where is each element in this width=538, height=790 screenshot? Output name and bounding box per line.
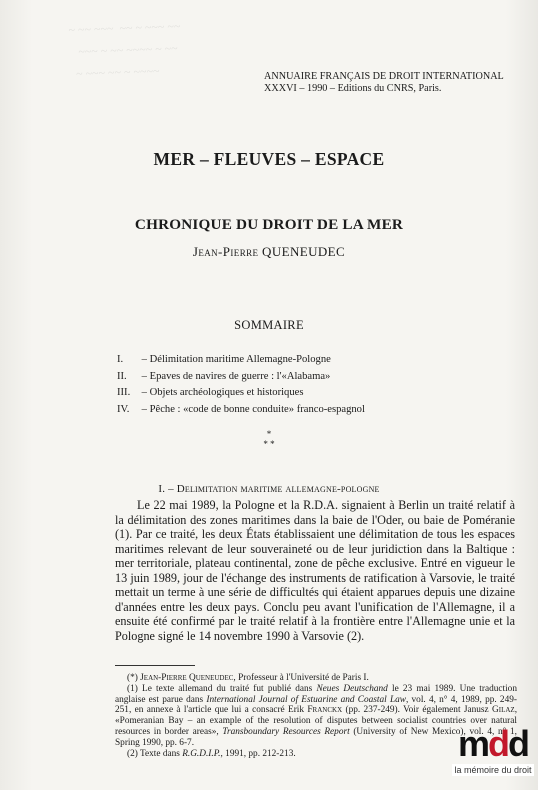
summary-item-number: IV. [117,403,130,415]
body-paragraph: Le 22 mai 1989, la Pologne et la R.D.A. signaient à Berlin un traité relatif à la délimitation des zones maritimes dans la baie de l'Oder, ou baie de Poméranie (1). Par ce traité, les deux États établissaient une délimitation de tous les espaces maritimes relevant de leur souveraineté ou de leur juridiction dans la Baltique : mer territoriale, plateau continental, zone de pêche exclusive. Entré en vigueur le 13 juin 1989, jour de l'échange des instruments de ratification à Varsovie, le traité mettait un terme à une série de difficultés qui étaient apparues depuis une dizaine d'années entre les deux pays. Conclu peu avant l'unification de l'Allemagne, il a ensuite été confirmé par le traité relatif à la frontière entre l'Allemagne unie et la Pologne signé le 14 novembre 1990 à Varsovie (2). [115,498,515,643]
footnote-text: (2) Texte dans [127,748,183,759]
footnote-text: le 23 mai 1989. Une traduction anglaise est parue dans [115,683,517,705]
footnote-marker: (*) [127,673,138,683]
summary-item-number: II. [117,370,127,382]
logo-letter: d [508,723,528,764]
footnote-text: (pp. 237-249). Voir également Janusz [342,705,493,716]
footnote-text: (1) Le texte allemand du traité fut publié dans [127,683,317,694]
journal-header [264,71,514,95]
footnote-author-name: Jean-Pierre Queneudec [140,673,234,683]
journal-volume: XXXVI – 1990 – Editions du CNRS, Paris. [264,83,442,94]
show-through-background: ~ ~~ ~~~ ~~ ~ ~~~ ~~ ~~~ ~ ~~ ~~~~ ~ ~~ ~ ~~~ ~~ ~ ~~~~ [68,19,181,81]
asterism-bottom: * * [263,439,275,449]
footnote-text: , 1991, pp. 212-213. [220,748,296,759]
summary-list [117,352,447,418]
footnote-text: , vol. 4, n° 4, 1989, pp. 249-251, en annexe à l'article que lui a consacré Erik [115,694,517,716]
summary-item [117,402,447,419]
author-name: Jean-Pierre QUENEUDEC [192,244,346,259]
summary-item-number: I. [117,354,124,365]
mdd-logo-tagline: la mémoire du droit [452,764,534,776]
summary-item [117,385,447,402]
summary-item-text: – Objets archéologiques et historiques [141,387,304,398]
asterism-divider [0,429,538,449]
summary-item-text: – Pêche : «code de bonne conduite» franco-espagnol [141,403,365,415]
footnote-text: International Journal of Estuarine and Coastal Law [206,694,406,705]
subsection-heading: I. – Delimitation maritime allemagne-pologne [158,483,380,495]
mdd-logo-mark [452,724,534,764]
footnote-text: Transboundary Resources Report [222,726,350,737]
section-title: MER – FLEUVES – ESPACE [153,149,385,169]
logo-letter: m [457,723,488,764]
logo-letter: d [488,723,508,764]
summary-item [117,369,447,386]
chronicle-title: CHRONIQUE DU DROIT DE LA MER [134,216,404,233]
asterism-top: * [266,429,272,439]
summary-item-text: – Epaves de navires de guerre : l'«Alabama» [141,370,331,382]
summary-item [117,352,447,369]
journal-title: ANNUAIRE FRANÇAIS DE DROIT INTERNATIONAL [264,71,504,82]
summary-item-number: III. [117,387,131,398]
footnote-text: R.G.D.I.P. [182,748,221,759]
footnote-author [115,673,517,684]
footnote-text: Neues Deutschand [316,683,388,694]
footnote-text: , «Pomeranian Bay – an example of the resolution of disputes between socialist countries over natural resources in border areas», [115,705,518,737]
footnote-text: (University of New Mexico), vol. 4, n° 1, Spring 1990, pp. 6-7. [115,726,517,748]
footnote-separator [115,665,195,666]
footnote-text: Gilaz [492,705,515,716]
mdd-logo [452,724,534,786]
summary-heading: SOMMAIRE [234,318,304,332]
footnote-text: Franckx [307,705,343,716]
summary-item-text: – Délimitation maritime Allemagne-Pologne [141,354,331,365]
footnote-author-affiliation: , Professeur à l'Université de Paris I. [233,673,369,683]
